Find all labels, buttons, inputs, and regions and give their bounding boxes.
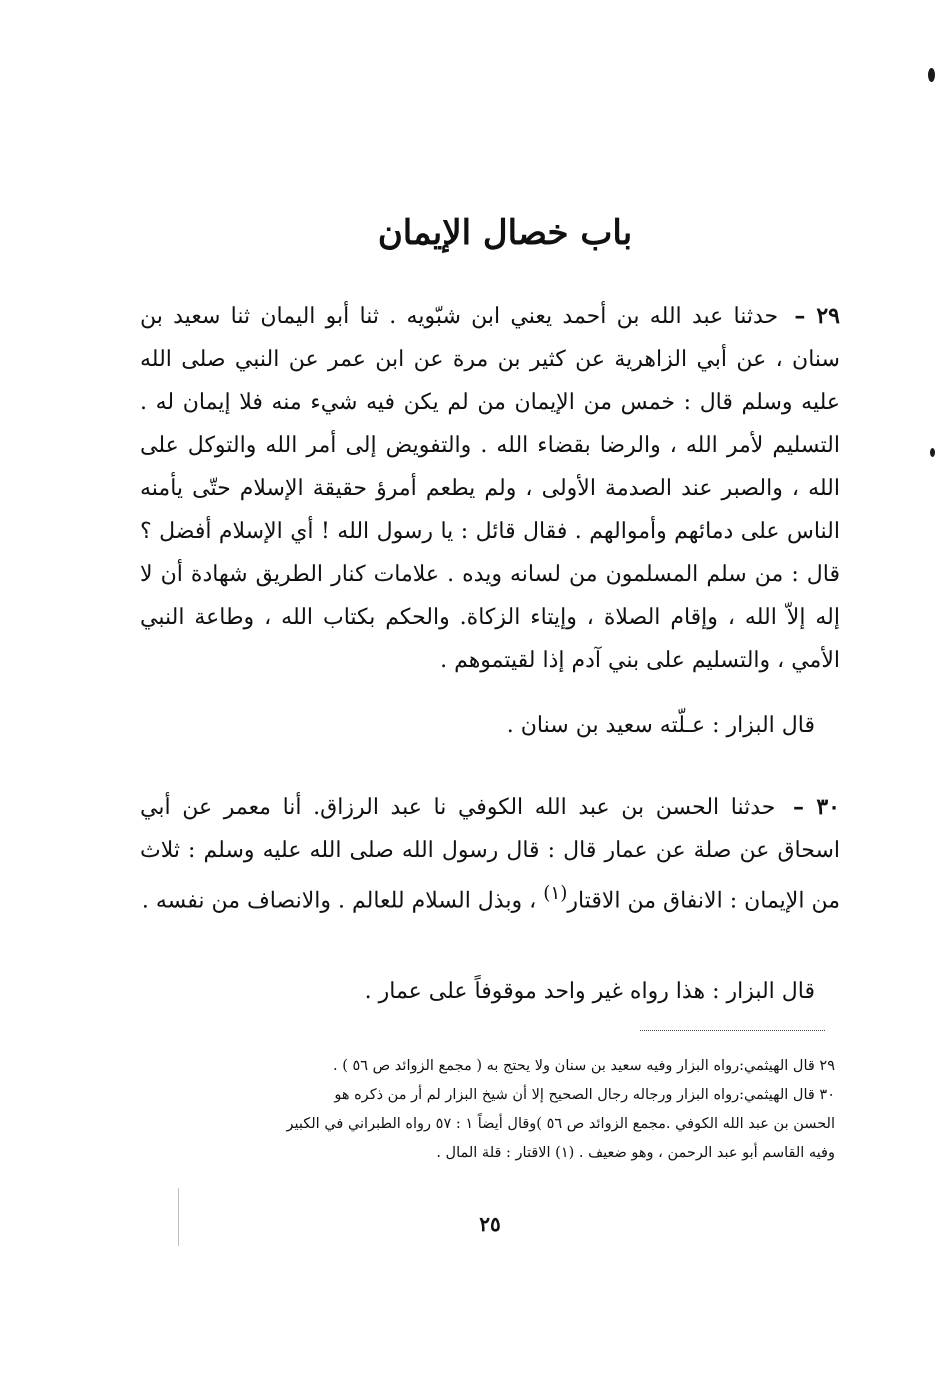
hadith-30-text-part1: حدثنا الحسن بن عبد الله الكوفي نا عبد الرزاق. أنا معمر عن أبي اسحاق عن صلة عن عمار قال : قال رسول الله صلى الله عليه وسلم : ثلاث من الإيمان : الانفاق من الاقتار (140, 795, 840, 914)
hadith-29-paragraph (140, 295, 840, 682)
hadith-30-paragraph (140, 786, 840, 922)
page-number: ٢٥ (479, 1212, 501, 1236)
hadith-29-text: حدثنا عبد الله بن أحمد يعني ابن شبّويه . ثنا أبو اليمان ثنا سعيد بن سنان ، عن أبي الزاهرية عن كثير بن مرة عن ابن عمر عن النبي صلى الله عليه وسلم قال : خمس من الإيمان من لم يكن فيه شيء منه فلا إيمان له . التسليم لأمر الله ، والرضا بقضاء الله . والتفويض إلى أمر الله والتوكل على الله ، والصبر عند الصدمة الأولى ، ولم يطعم أمرؤ حقيقة الإسلام حتّى يأمنه الناس على دمائهم وأموالهم . فقال قائل : يا رسول الله ! أي الإسلام أفضل ؟ قال : من سلم المسلمون من لسانه ويده . علامات كنار الطريق شهادة أن لا إله إلاّ الله ، وإقام الصلاة ، وإيتاء الزكاة. والحكم بكتاب الله ، وطاعة النبي الأمي ، والتسليم على بني آدم إذا لقيتموهم . (140, 304, 840, 673)
footnotes-block (170, 1052, 835, 1168)
chapter-title: باب خصال الإيمان (377, 213, 633, 253)
hadith-29-comment: قال البزار : عـلّته سعيد بن سنان . (506, 713, 815, 738)
scan-artifact-mark (928, 68, 935, 82)
hadith-30-number: ٣٠ – (793, 794, 840, 820)
footnote-line: الحسن بن عبد الله الكوفي .مجمع الزوائد ص ٥٦ )وقال أيضاً ١ : ٥٧ رواه الطبراني في الكبير (286, 1116, 835, 1132)
hadith-30-text-part2: ، وبذل السلام للعالم . والانصاف من نفسه . (141, 888, 537, 914)
footnote-separator (640, 1030, 825, 1031)
scan-artifact-mark (930, 448, 935, 457)
footnote-marker: (١) (543, 883, 568, 904)
footnote-line: ٢٩ قال الهيثمي:رواه البزار وفيه سعيد بن سنان ولا يحتج به ( مجمع الزوائد ص ٥٦ ) . (332, 1058, 835, 1074)
footnote-line: وفيه القاسم أبو عبد الرحمن ، وهو ضعيف . (١) الاقتار : قلة المال . (436, 1145, 835, 1161)
hadith-29-number: ٢٩ – (794, 303, 840, 329)
page-gutter-line (178, 1188, 179, 1246)
hadith-30-comment: قال البزار : هذا رواه غير واحد موقوفاً على عمار . (364, 979, 815, 1004)
footnote-line: ٣٠ قال الهيثمي:رواه البزار ورجاله رجال الصحيح إلا أن شيخ البزار لم أر من ذكره هو (334, 1087, 835, 1103)
